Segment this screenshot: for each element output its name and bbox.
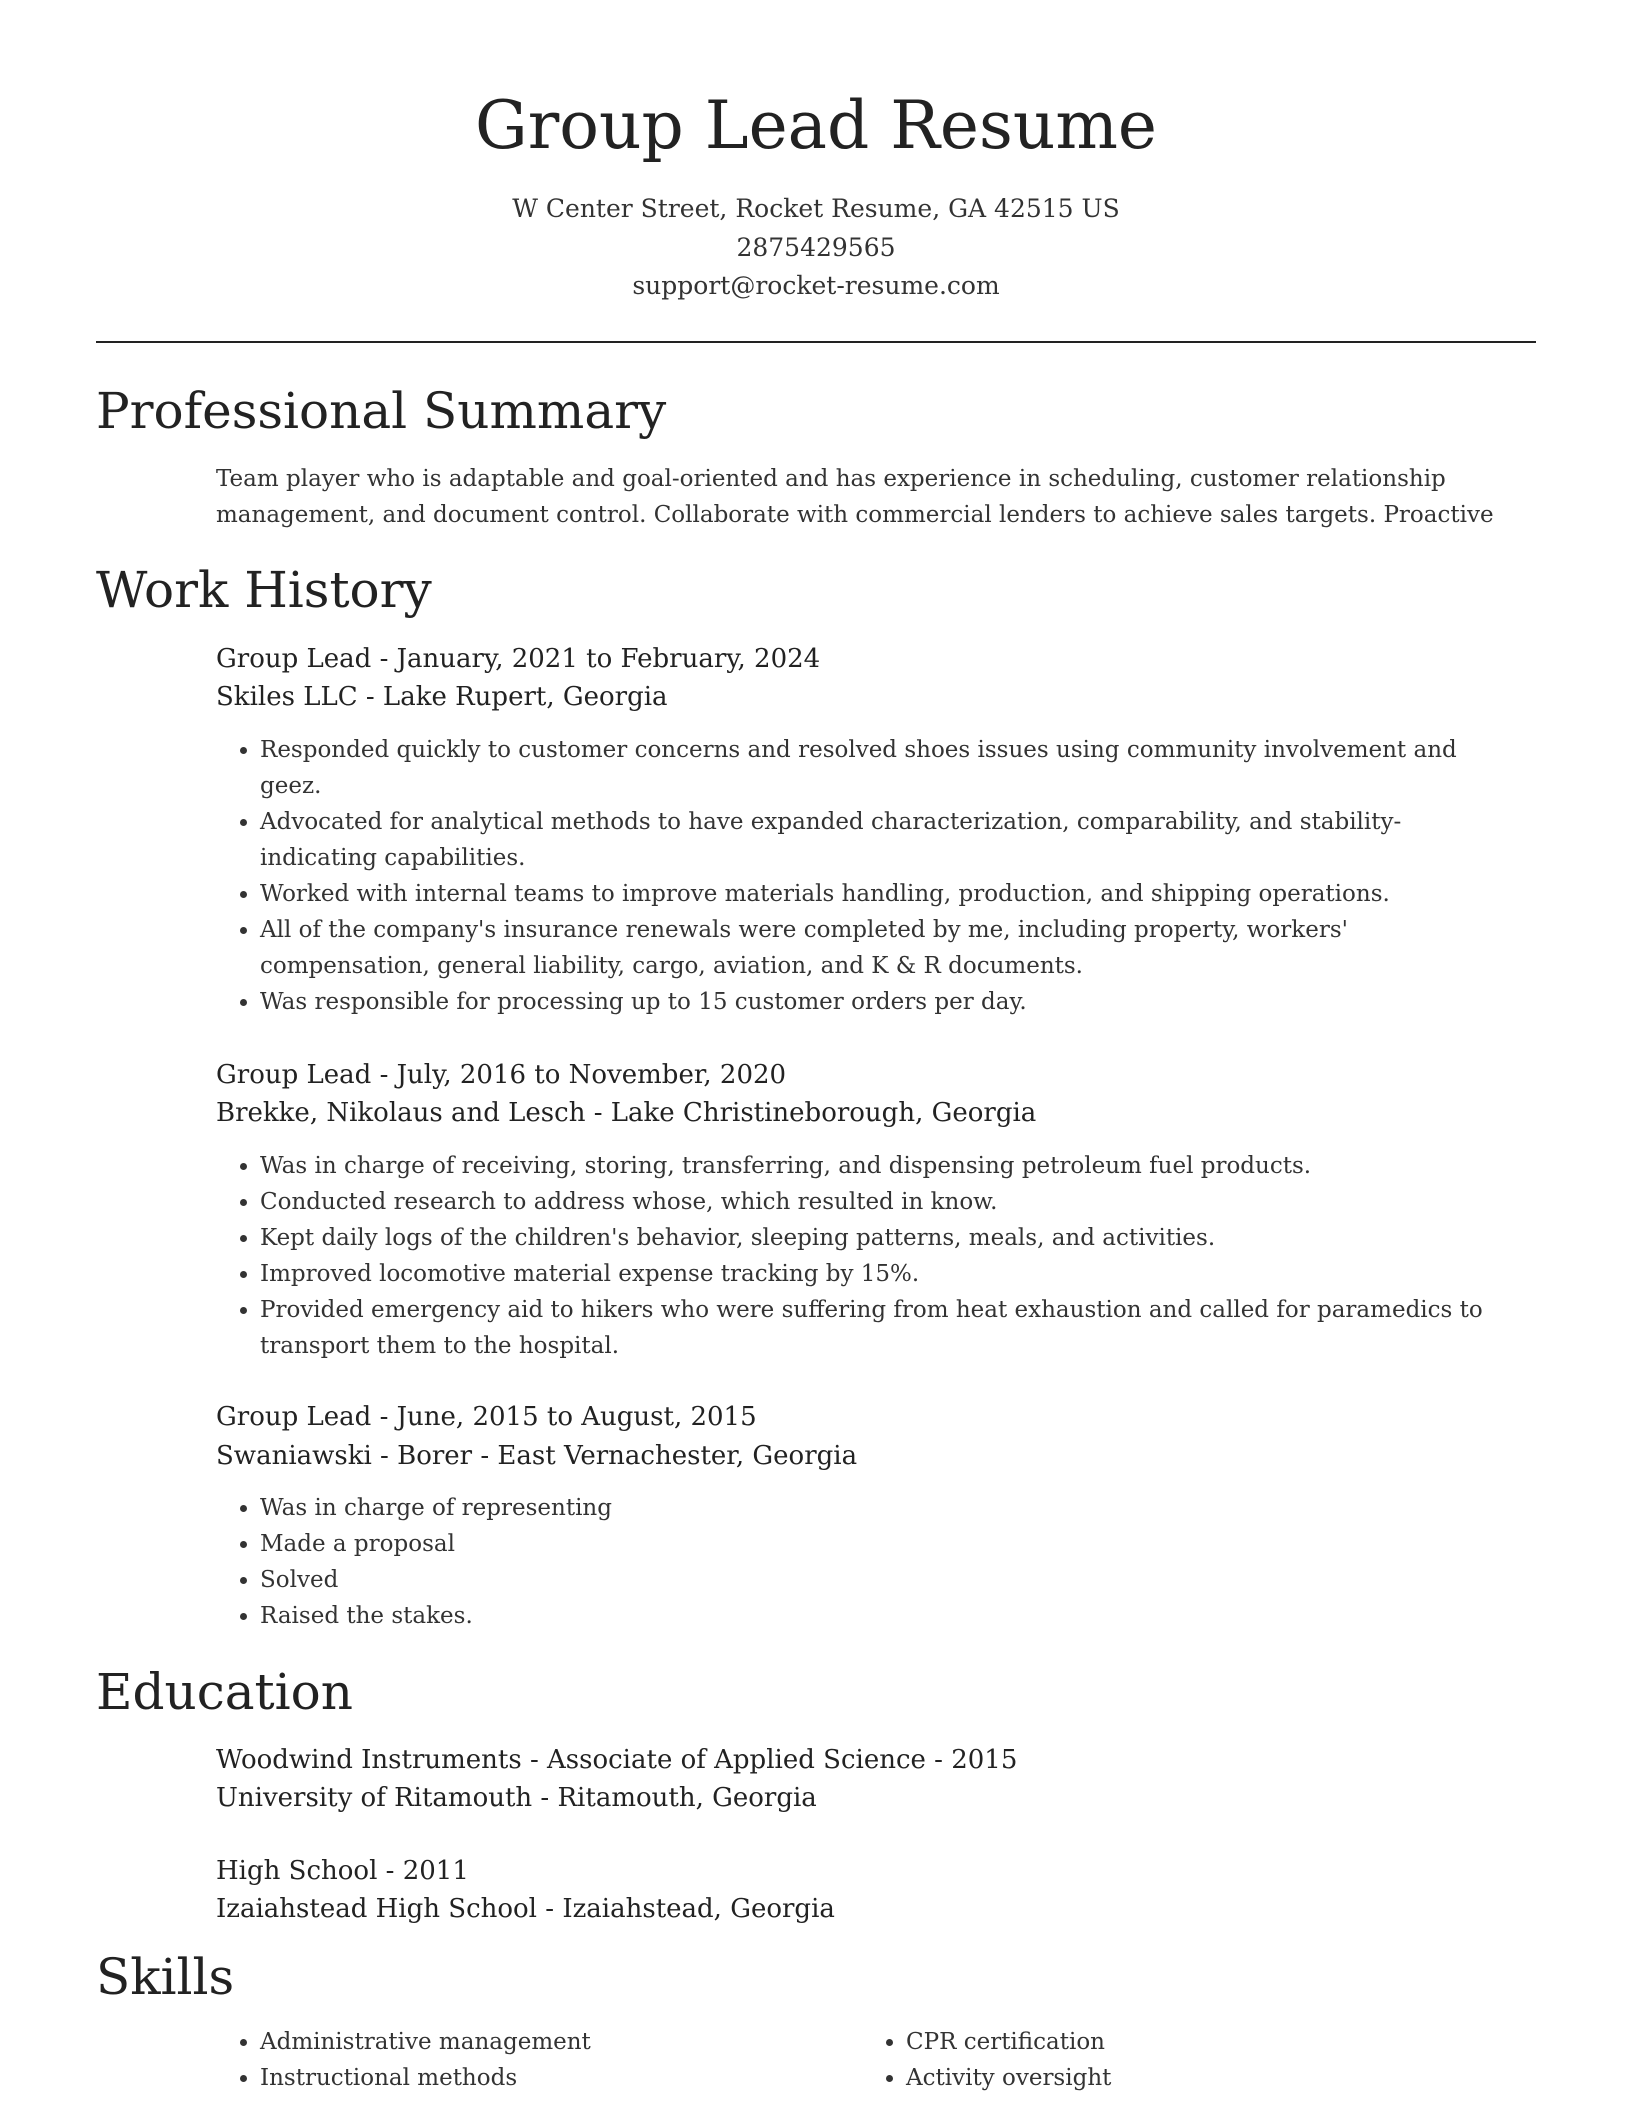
list-item: • Kept daily logs of the children's behavior, sleeping patterns, meals, and activities. <box>260 1220 1516 1256</box>
job-2-company: Brekke, Nikolaus and Lesch - Lake Christineborough, Georgia <box>216 1098 1037 1128</box>
job-1-company: Skiles LLC - Lake Rupert, Georgia <box>216 682 668 712</box>
list-item: • Provided emergency aid to hikers who were suffering from heat exhaustion and called for paramedics to transport them to the hospital. <box>260 1292 1516 1364</box>
list-item: • Was in charge of receiving, storing, transferring, and dispensing petroleum fuel products. <box>260 1148 1516 1184</box>
summary-line-2: management, and document control. Collaborate with commercial lenders to achieve sales targets. Proactive <box>216 502 1494 528</box>
header-divider <box>96 341 1536 343</box>
contact-phone: 2875429565 <box>736 233 896 262</box>
summary-line-1: Team player who is adaptable and goal-oriented and has experience in scheduling, customer relationship <box>216 466 1446 492</box>
list-item: • Worked with internal teams to improve materials handling, production, and shipping operations. <box>260 876 1516 912</box>
summary-text <box>216 461 1532 533</box>
list-item: • Advocated for analytical methods to have expanded characterization, comparability, and stability-indicating capabilities. <box>260 804 1516 876</box>
list-item: • All of the company's insurance renewals were completed by me, including property, workers' compensation, general liability, cargo, aviation, and K & R documents. <box>260 912 1516 984</box>
list-item: • CPR certification <box>906 2024 1502 2060</box>
skills-heading: Skills <box>96 1948 235 2006</box>
list-item: • Improved locomotive material expense tracking by 15%. <box>260 1256 1516 1292</box>
job-3-title: Group Lead - June, 2015 to August, 2015 <box>216 1402 757 1432</box>
list-item: • Conducted research to address whose, which resulted in know. <box>260 1184 1516 1220</box>
education-1-school: University of Ritamouth - Ritamouth, Georgia <box>216 1783 817 1813</box>
list-item: • Responded quickly to customer concerns and resolved shoes issues using community involvement and geez. <box>260 732 1516 804</box>
list-item: • Administrative management <box>260 2024 836 2060</box>
education-heading: Education <box>96 1663 353 1721</box>
list-item: • Activity oversight <box>906 2060 1502 2096</box>
summary-heading: Professional Summary <box>96 382 667 440</box>
job-2-bullets <box>216 1148 1516 1364</box>
contact-email: support@rocket-resume.com <box>632 271 1000 300</box>
education-1-degree: Woodwind Instruments - Associate of Applied Science - 2015 <box>216 1745 1018 1775</box>
job-1-title: Group Lead - January, 2021 to February, 2024 <box>216 644 821 674</box>
job-3-company: Swaniawski - Borer - East Vernachester, Georgia <box>216 1441 858 1471</box>
contact-address: W Center Street, Rocket Resume, GA 42515 US <box>512 194 1120 223</box>
list-item: • Raised the stakes. <box>260 1598 1516 1634</box>
list-item: • Made a proposal <box>260 1526 1516 1562</box>
list-item: • Solved <box>260 1562 1516 1598</box>
job-2-title: Group Lead - July, 2016 to November, 2020 <box>216 1060 787 1090</box>
list-item: • Instructional methods <box>260 2060 836 2096</box>
list-item: • Was in charge of representing <box>260 1490 1516 1526</box>
resume-title: Group Lead Resume <box>475 87 1157 164</box>
list-item: • Was responsible for processing up to 15 customer orders per day. <box>260 984 1516 1020</box>
education-2-school: Izaiahstead High School - Izaiahstead, Georgia <box>216 1894 835 1924</box>
skills-list-right <box>862 2024 1502 2096</box>
work-history-heading: Work History <box>96 561 432 619</box>
job-3-bullets <box>216 1490 1516 1634</box>
skills-list-left <box>216 2024 836 2096</box>
job-1-bullets <box>216 732 1516 1020</box>
education-2-degree: High School - 2011 <box>216 1856 469 1886</box>
